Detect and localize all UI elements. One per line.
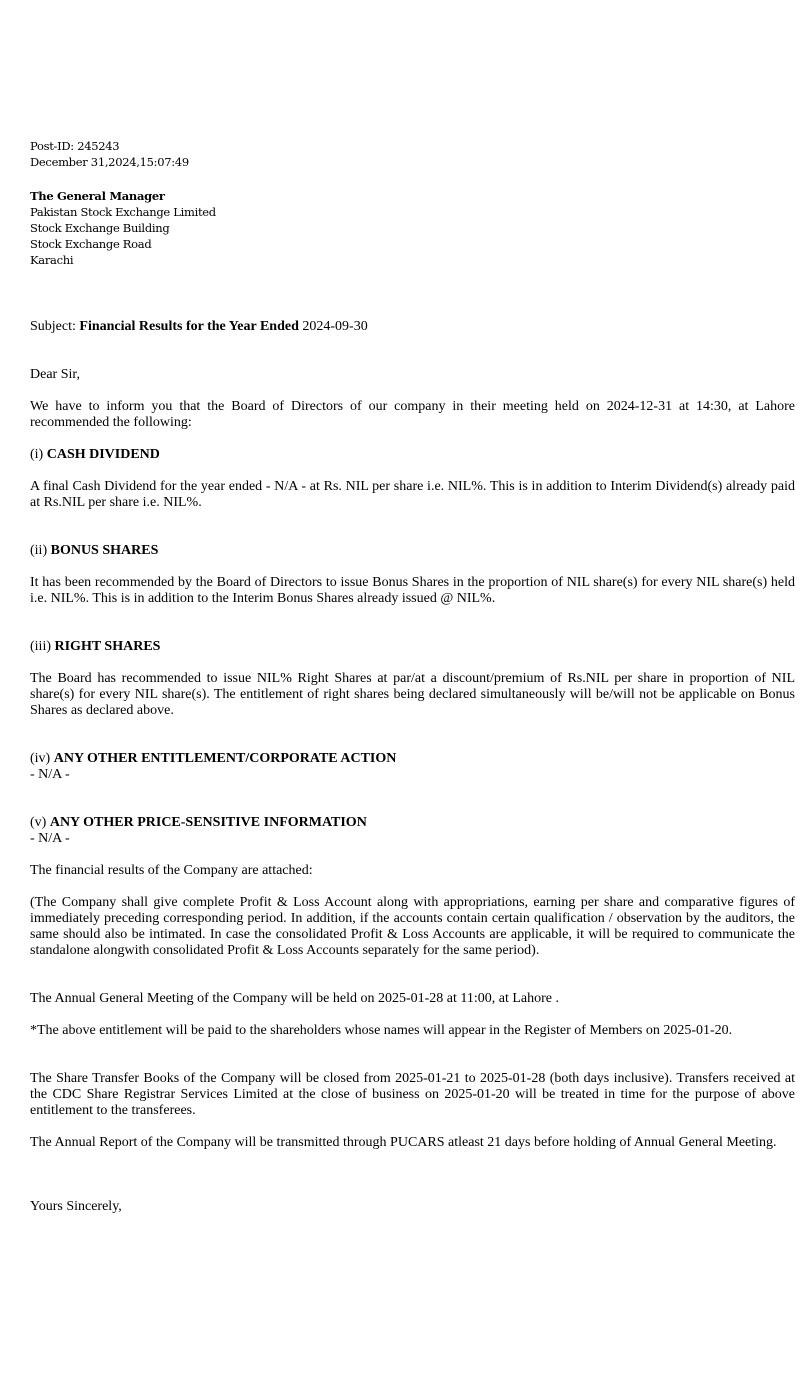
section-text-bonus-shares: It has been recommended by the Board of Directors to issue Bonus Shares in the proportion of NIL share(s) for every NIL share(s) held i.e. NIL%. This is in addition to the Interim Bonus Shares already issued @ NIL%. xyxy=(30,575,795,606)
section-text-right-shares: The Board has recommended to issue NIL% Right Shares at par/at a discount/premium of Rs.NIL per share in proportion of NIL share(s) for every NIL share(s). The entitlement of right shares being declared simultaneously will be/will not be applicable on Bonus Shares as declared above. xyxy=(30,671,795,718)
section-number: (v) xyxy=(30,815,47,830)
subject-label: Subject: xyxy=(30,319,76,334)
section-title: CASH DIVIDEND xyxy=(46,447,160,462)
agm-paragraph: The Annual General Meeting of the Company will be held on 2025-01-28 at 11:00, at Lahore . xyxy=(30,991,560,1006)
transfer-paragraph: The Share Transfer Books of the Company will be closed from 2025-01-21 to 2025-01-28 (both days inclusive). Transfers received at the CDC Share Registrar Services Limited at the close of business on 2025-01-20 will be treated in time for the purpose of above entitlement to the transferees. xyxy=(30,1071,795,1118)
section-heading-price-sensitive xyxy=(30,815,795,831)
section-text-other-entitlement: - N/A - xyxy=(30,767,70,782)
entitlement-paragraph: *The above entitlement will be paid to the shareholders whose names will appear in the Register of Members on 2025-01-20. xyxy=(30,1023,733,1038)
subject-title: Financial Results for the Year Ended xyxy=(79,319,299,334)
section-heading-bonus-shares xyxy=(30,543,795,559)
section-heading-right-shares xyxy=(30,639,795,655)
section-text-price-sensitive: - N/A - xyxy=(30,831,70,846)
post-id: Post-ID: 245243 xyxy=(30,139,120,153)
subject-date: 2024-09-30 xyxy=(302,319,368,334)
attached-paragraph: The financial results of the Company are attached: xyxy=(30,863,313,878)
subject-line xyxy=(30,319,795,335)
closing: Yours Sincerely, xyxy=(30,1199,122,1214)
section-number: (iii) xyxy=(30,639,51,654)
addressee-block xyxy=(30,188,795,268)
annual-report-paragraph: The Annual Report of the Company will be transmitted through PUCARS atleast 21 days before holding of Annual General Meeting. xyxy=(30,1135,777,1150)
addressee-line: Stock Exchange Building xyxy=(30,221,170,235)
addressee-title: The General Manager xyxy=(30,189,165,203)
post-datetime: December 31,2024,15:07:49 xyxy=(30,155,189,169)
section-title: RIGHT SHARES xyxy=(54,639,161,654)
addressee-line: Pakistan Stock Exchange Limited xyxy=(30,205,216,219)
section-title: BONUS SHARES xyxy=(50,543,159,558)
section-number: (i) xyxy=(30,447,44,462)
intro-paragraph: We have to inform you that the Board of Directors of our company in their meeting held on 2024-12-31 at 14:30, at Lahore recommended the following: xyxy=(30,399,795,430)
salutation: Dear Sir, xyxy=(30,367,80,382)
section-title: ANY OTHER ENTITLEMENT/CORPORATE ACTION xyxy=(53,751,397,766)
section-number: (ii) xyxy=(30,543,48,558)
note-paragraph: (The Company shall give complete Profit & Loss Account along with appropriations, earning per share and comparative figures of immediately preceding corresponding period. In addition, if the accounts contain certain qualification / observation by the auditors, the same should also be intimated. In case the consolidated Profit & Loss Accounts are applicable, it will be required to communicate the standalone alongwith consolidated Profit & Loss Accounts separately for the same period). xyxy=(30,895,795,958)
section-number: (iv) xyxy=(30,751,51,766)
section-title: ANY OTHER PRICE-SENSITIVE INFORMATION xyxy=(49,815,367,830)
section-heading-cash-dividend xyxy=(30,447,795,463)
addressee-line: Stock Exchange Road xyxy=(30,237,152,251)
section-heading-other-entitlement xyxy=(30,751,795,767)
post-header xyxy=(30,138,795,170)
section-text-cash-dividend: A final Cash Dividend for the year ended - N/A - at Rs. NIL per share i.e. NIL%. This is in addition to Interim Dividend(s) already paid at Rs.NIL per share i.e. NIL%. xyxy=(30,479,795,510)
addressee-line: Karachi xyxy=(30,253,74,267)
